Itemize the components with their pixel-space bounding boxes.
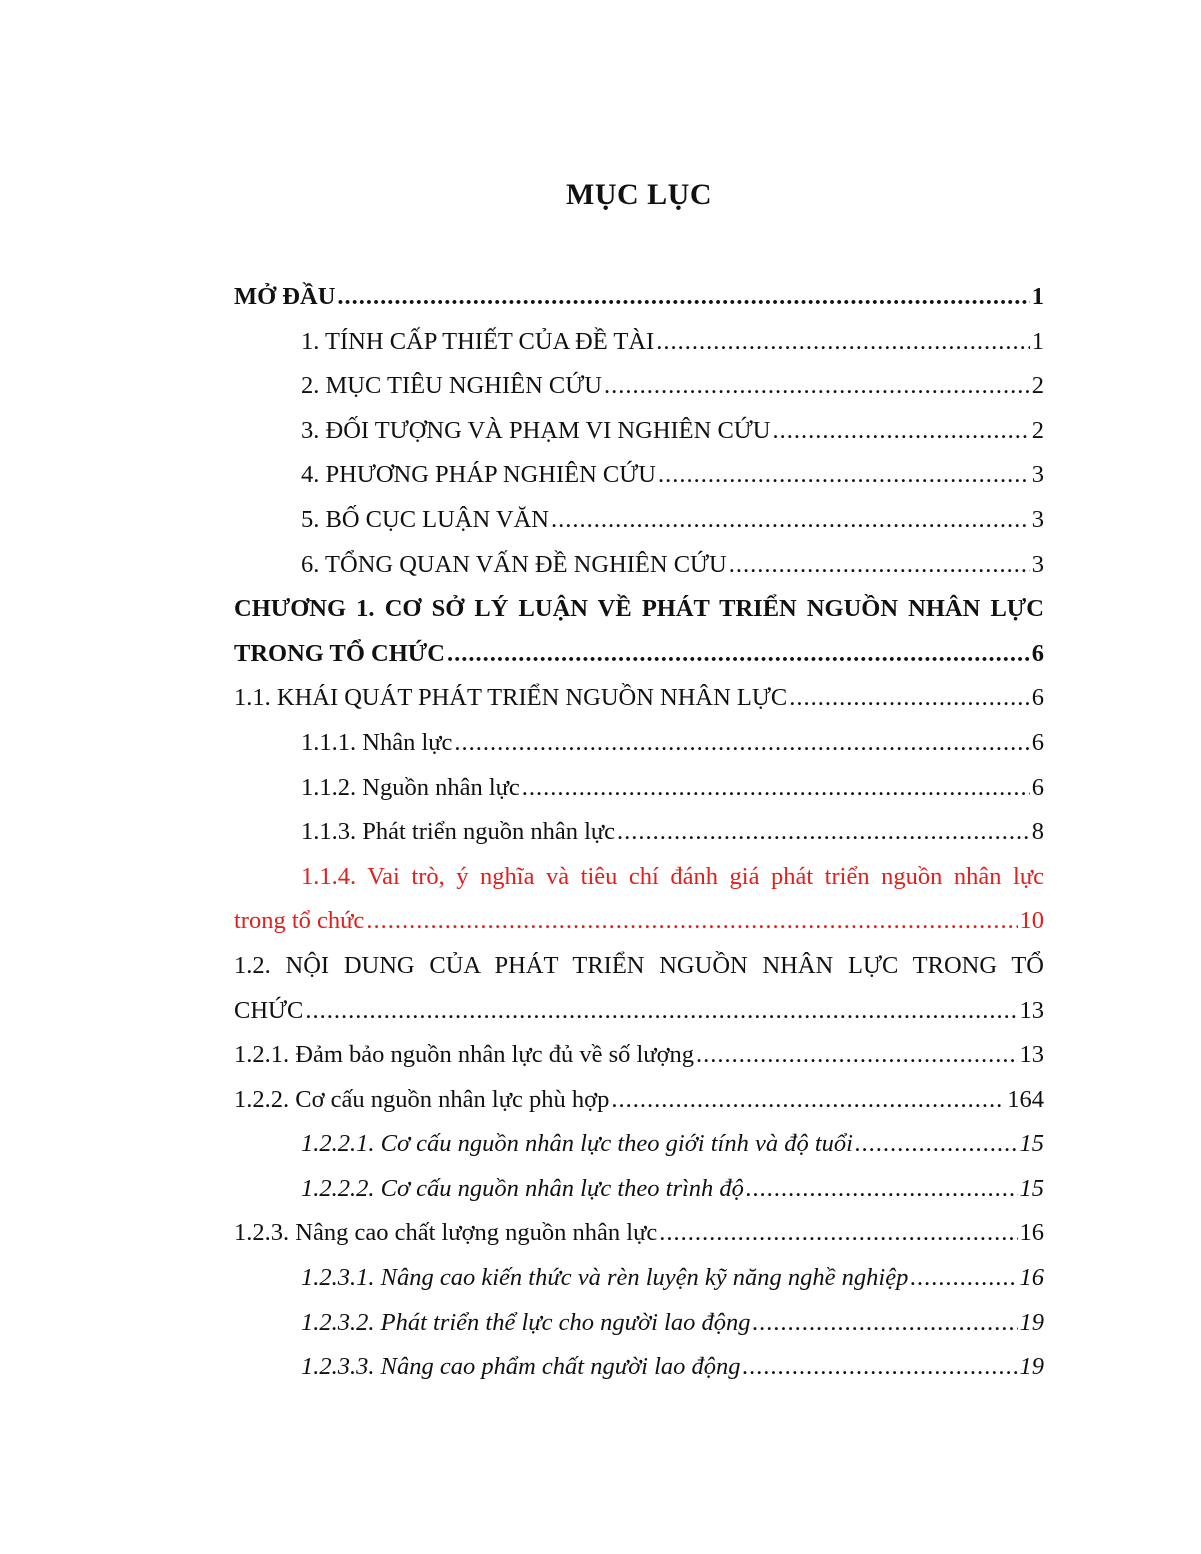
toc-entry[interactable] bbox=[234, 676, 1044, 721]
toc-page-number: 164 bbox=[1007, 1085, 1044, 1113]
toc-page-number: 13 bbox=[1019, 1041, 1044, 1069]
toc-entry-label: 1. TÍNH CẤP THIẾT CỦA ĐỀ TÀI bbox=[301, 327, 655, 355]
page-title: MỤC LỤC bbox=[566, 178, 712, 211]
toc-entry[interactable] bbox=[234, 498, 1044, 543]
dot-leader bbox=[305, 989, 1017, 1034]
dot-leader bbox=[743, 1345, 1018, 1390]
toc-page-number: 15 bbox=[1019, 1174, 1044, 1202]
toc-entry[interactable] bbox=[234, 1301, 1044, 1346]
toc-entry-label: 3. ĐỐI TƯỢNG VÀ PHẠM VI NGHIÊN CỨU bbox=[301, 416, 771, 444]
dot-leader bbox=[659, 1211, 1017, 1256]
toc-entry-label-line: 1.2. NỘI DUNG CỦA PHÁT TRIỂN NGUỒN NHÂN LỰC TRONG TỔ bbox=[234, 951, 1044, 979]
toc-entry[interactable] bbox=[234, 1345, 1044, 1390]
toc-entry-label: 1.1.1. Nhân lực bbox=[301, 728, 453, 756]
toc-entry-label: 6. TỔNG QUAN VẤN ĐỀ NGHIÊN CỨU bbox=[301, 550, 727, 578]
toc-entry[interactable] bbox=[234, 543, 1044, 588]
toc-page-number: 3 bbox=[1031, 461, 1044, 489]
toc-entry-continuation bbox=[234, 899, 1044, 944]
dot-leader bbox=[551, 498, 1030, 543]
toc-entry-label: 1.2.2.2. Cơ cấu nguồn nhân lực theo trình độ bbox=[301, 1174, 744, 1202]
toc-entry-label: 1.1. KHÁI QUÁT PHÁT TRIỂN NGUỒN NHÂN LỰC bbox=[234, 684, 788, 712]
toc-page-number: 13 bbox=[1019, 996, 1044, 1024]
toc-entry-section-1-2[interactable] bbox=[234, 944, 1044, 1033]
toc-entry[interactable] bbox=[234, 1256, 1044, 1301]
toc-entry-label: 1.1.2. Nguồn nhân lực bbox=[301, 773, 520, 801]
toc-page-number: 2 bbox=[1031, 416, 1044, 444]
toc-entry-label: MỞ ĐẦU bbox=[234, 283, 336, 310]
toc-page-number: 6 bbox=[1031, 728, 1044, 756]
dot-leader bbox=[617, 810, 1030, 855]
toc-entry-label: 1.2.3.3. Nâng cao phẩm chất người lao động bbox=[301, 1353, 741, 1381]
toc-entry-label: 1.2.1. Đảm bảo nguồn nhân lực đủ về số lượng bbox=[234, 1041, 695, 1069]
toc-entry-label: 4. PHƯƠNG PHÁP NGHIÊN CỨU bbox=[301, 461, 656, 489]
dot-leader bbox=[752, 1301, 1017, 1346]
dot-leader bbox=[656, 320, 1030, 365]
toc-entry-label: 1.2.2.1. Cơ cấu nguồn nhân lực theo giới tính và độ tuổi bbox=[301, 1130, 853, 1158]
dot-leader bbox=[611, 1078, 1005, 1123]
toc-page-number: 19 bbox=[1019, 1308, 1044, 1336]
toc-entry-label: 2. MỤC TIÊU NGHIÊN CỨU bbox=[301, 372, 602, 400]
toc-entry-label: 1.2.3. Nâng cao chất lượng nguồn nhân lực bbox=[234, 1219, 658, 1247]
toc-entry[interactable] bbox=[234, 1122, 1044, 1167]
toc-entry[interactable] bbox=[234, 721, 1044, 766]
toc-page-number: 16 bbox=[1019, 1219, 1044, 1247]
toc-page-number: 3 bbox=[1031, 550, 1044, 578]
dot-leader bbox=[658, 453, 1030, 498]
toc-entry[interactable] bbox=[234, 453, 1044, 498]
toc-page-number: 10 bbox=[1019, 907, 1044, 935]
dot-leader bbox=[746, 1167, 1018, 1212]
toc-entry-highlighted[interactable] bbox=[234, 855, 1044, 944]
toc-entry-chapter-1[interactable] bbox=[234, 587, 1044, 676]
dot-leader bbox=[366, 899, 1017, 944]
toc-entry-label: TRONG TỔ CHỨC bbox=[234, 639, 445, 667]
toc-page-number: 8 bbox=[1031, 818, 1044, 846]
toc-entry-label: 5. BỐ CỤC LUẬN VĂN bbox=[301, 505, 549, 533]
dot-leader bbox=[454, 721, 1029, 766]
dot-leader bbox=[910, 1256, 1017, 1301]
toc-entry-label: 1.2.3.1. Nâng cao kiến thức và rèn luyện kỹ năng nghề nghiệp bbox=[301, 1264, 909, 1292]
toc-entry-label: CHỨC bbox=[234, 996, 304, 1024]
dot-leader bbox=[696, 1033, 1017, 1078]
toc-entry[interactable] bbox=[234, 409, 1044, 454]
dot-leader bbox=[773, 409, 1030, 454]
toc-entry[interactable] bbox=[234, 1033, 1044, 1078]
toc-entry-label: 1.2.2. Cơ cấu nguồn nhân lực phù hợp bbox=[234, 1085, 610, 1113]
toc-page-number: 16 bbox=[1019, 1264, 1044, 1292]
toc-entry-label: 1.2.3.2. Phát triển thể lực cho người lao động bbox=[301, 1308, 751, 1336]
dot-leader bbox=[855, 1122, 1018, 1167]
dot-leader bbox=[604, 364, 1030, 409]
dot-leader bbox=[447, 632, 1030, 677]
toc-entry-label-line: CHƯƠNG 1. CƠ SỞ LÝ LUẬN VỀ PHÁT TRIỂN NGUỒN NHÂN LỰC bbox=[234, 595, 1044, 623]
toc-page-number: 1 bbox=[1031, 283, 1044, 310]
table-of-contents bbox=[234, 275, 1044, 1390]
toc-entry[interactable] bbox=[234, 320, 1044, 365]
toc-entry-continuation bbox=[234, 989, 1044, 1034]
toc-entry[interactable] bbox=[234, 766, 1044, 811]
toc-page-number: 6 bbox=[1031, 639, 1044, 667]
dot-leader bbox=[789, 676, 1030, 721]
dot-leader bbox=[729, 543, 1030, 588]
toc-page-number: 6 bbox=[1031, 684, 1044, 712]
dot-leader bbox=[522, 766, 1030, 811]
toc-page-number: 1 bbox=[1031, 327, 1044, 355]
toc-entry-label-line: 1.1.4. Vai trò, ý nghĩa và tiêu chí đánh giá phát triển nguồn nhân lực bbox=[301, 862, 1044, 890]
toc-page-number: 6 bbox=[1031, 773, 1044, 801]
dot-leader bbox=[337, 275, 1029, 320]
toc-entry-label: 1.1.3. Phát triển nguồn nhân lực bbox=[301, 818, 616, 846]
toc-entry[interactable] bbox=[234, 364, 1044, 409]
toc-page-number: 3 bbox=[1031, 505, 1044, 533]
toc-page-number: 2 bbox=[1031, 372, 1044, 400]
toc-page-number: 19 bbox=[1019, 1353, 1044, 1381]
toc-entry-label: trong tổ chức bbox=[234, 907, 365, 935]
toc-entry[interactable] bbox=[234, 1078, 1044, 1123]
toc-entry[interactable] bbox=[234, 1211, 1044, 1256]
toc-page-number: 15 bbox=[1019, 1130, 1044, 1158]
toc-entry[interactable] bbox=[234, 1167, 1044, 1212]
toc-entry[interactable] bbox=[234, 810, 1044, 855]
toc-entry-continuation bbox=[234, 632, 1044, 677]
toc-entry[interactable] bbox=[234, 275, 1044, 320]
